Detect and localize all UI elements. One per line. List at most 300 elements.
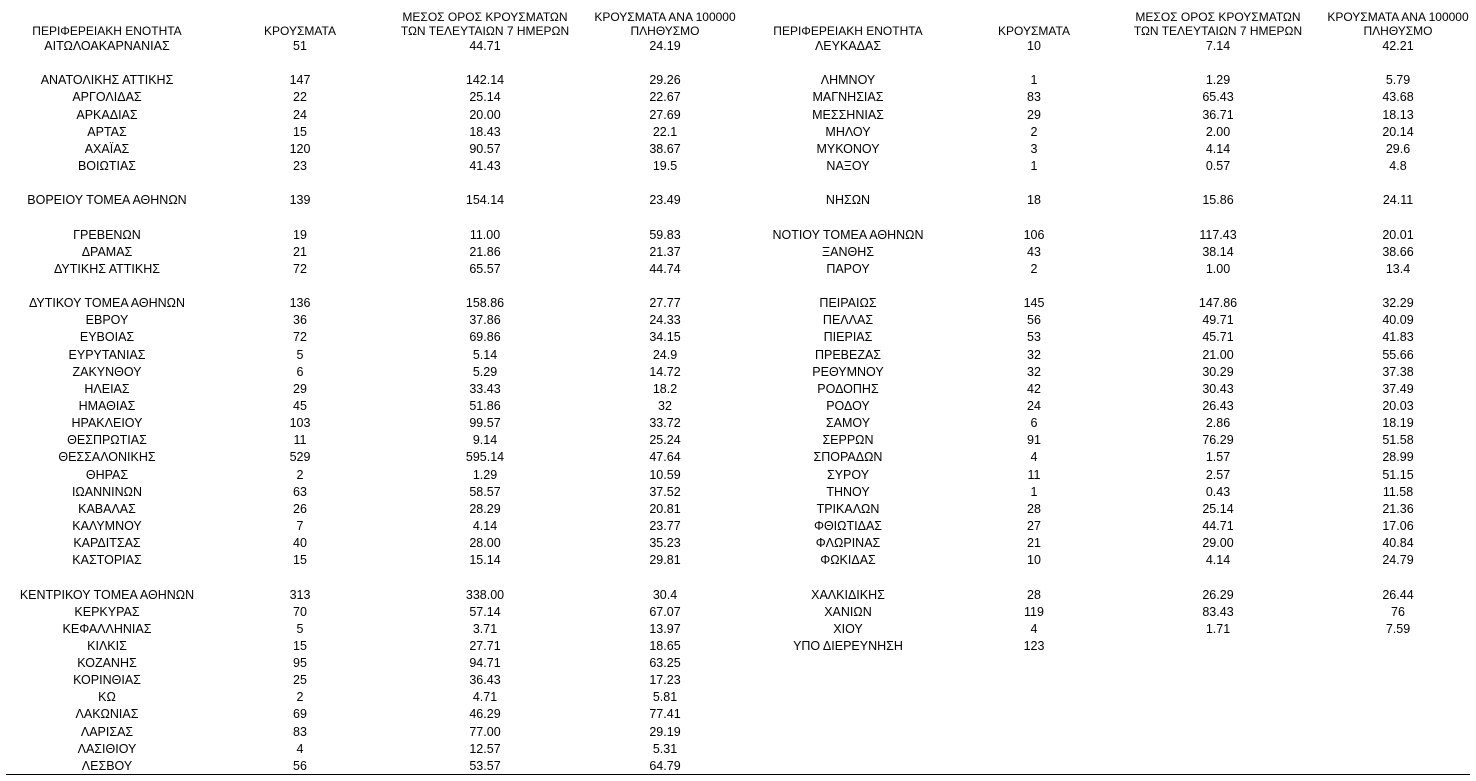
region-cell: ΚΑΣΤΟΡΙΑΣ (72, 553, 142, 568)
per-capita-cell: 37.38 (1382, 364, 1414, 379)
per-capita-cell: 77.41 (649, 707, 681, 722)
table-row (748, 38, 1476, 55)
table-row (0, 415, 746, 432)
left-table (0, 4, 746, 775)
table-row (0, 398, 746, 415)
cases-cell: 56 (1027, 313, 1041, 328)
cases-cell: 529 (289, 450, 311, 465)
table-row (0, 124, 746, 141)
per-capita-cell: 37.52 (649, 484, 681, 499)
right-table-header (748, 4, 1476, 38)
region-cell: ΜΗΛΟΥ (825, 124, 871, 139)
avg-cell: 1.00 (1205, 261, 1231, 276)
per-capita-cell: 22.1 (652, 124, 678, 139)
avg-cell: 2.00 (1205, 124, 1231, 139)
cases-cell: 119 (1024, 604, 1044, 619)
region-cell: ΛΗΜΝΟΥ (820, 73, 876, 88)
cases-cell: 15 (293, 124, 307, 139)
blank-row (0, 569, 746, 586)
table-row (0, 552, 746, 569)
table-row (0, 741, 746, 758)
table-row (0, 227, 746, 244)
avg-cell: 5.29 (472, 364, 498, 379)
region-cell: ΑΧΑΪΑΣ (84, 141, 130, 156)
region-cell: ΚΑΛΥΜΝΟΥ (72, 518, 142, 533)
per-capita-cell: 7.59 (1385, 621, 1411, 636)
avg-cell: 21.86 (469, 244, 501, 259)
region-cell: ΚΟΡΙΝΘΙΑΣ (73, 673, 141, 688)
region-cell: ΑΝΑΤΟΛΙΚΗΣ ΑΤΤΙΚΗΣ (40, 73, 174, 88)
region-cell: ΛΕΥΚΑΔΑΣ (814, 39, 882, 53)
avg-cell: 94.71 (469, 656, 501, 671)
region-cell: ΞΑΝΘΗΣ (822, 244, 874, 259)
table-row (0, 89, 746, 106)
per-capita-cell: 64.79 (649, 758, 681, 773)
per-capita-cell: 38.66 (1382, 244, 1414, 259)
region-cell: ΡΕΘΥΜΝΟΥ (812, 364, 884, 379)
header-per-line1: ΚΡΟΥΣΜΑΤΑ ΑΝΑ 100000 (1327, 10, 1469, 24)
cases-cell: 32 (1027, 364, 1041, 379)
header-cases: ΚΡΟΥΣΜΑΤΑ (998, 24, 1070, 38)
table-row (0, 295, 746, 312)
cases-cell: 4 (296, 741, 304, 756)
blank-row (0, 209, 746, 226)
region-cell: ΦΘΙΩΤΙΔΑΣ (813, 518, 883, 533)
avg-cell: 30.43 (1202, 381, 1234, 396)
per-capita-cell: 29.6 (1385, 141, 1411, 156)
avg-cell: 49.71 (1202, 313, 1234, 328)
region-cell: ΘΕΣΠΡΩΤΙΑΣ (67, 433, 147, 448)
table-row (0, 329, 746, 346)
cases-cell: 5 (296, 621, 304, 636)
per-capita-cell: 18.13 (1382, 107, 1414, 122)
region-cell: ΧΑΝΙΩΝ (824, 604, 872, 619)
region-cell: ΚΑΒΑΛΑΣ (78, 501, 136, 516)
cases-cell: 4 (1030, 450, 1038, 465)
per-capita-cell: 18.2 (652, 381, 678, 396)
cases-cell: 21 (1027, 536, 1041, 551)
region-cell: ΠΙΕΡΙΑΣ (823, 330, 873, 345)
blank-row (0, 55, 746, 72)
header-region: ΠΕΡΙΦΕΡΕΙΑΚΗ ΕΝΟΤΗΤΑ (773, 24, 923, 38)
cases-cell: 103 (289, 416, 311, 431)
avg-cell: 25.14 (469, 90, 501, 105)
table-row (748, 467, 1476, 484)
region-cell: ΑΙΤΩΛΟΑΚΑΡΝΑΝΙΑΣ (44, 39, 170, 53)
table-row (0, 655, 746, 672)
avg-cell: 36.71 (1202, 107, 1234, 122)
region-cell: ΛΑΚΩΝΙΑΣ (75, 707, 139, 722)
table-row (0, 758, 746, 775)
cases-cell: 42 (1027, 381, 1041, 396)
avg-cell: 1.29 (1205, 73, 1231, 88)
table-row (748, 449, 1476, 466)
region-cell: ΧΙΟΥ (833, 621, 863, 636)
region-cell: ΜΕΣΣΗΝΙΑΣ (812, 107, 884, 122)
cases-cell: 106 (1023, 227, 1045, 242)
avg-cell: 44.71 (1202, 518, 1234, 533)
per-capita-cell: 27.77 (649, 296, 681, 311)
table-row (748, 347, 1476, 364)
avg-cell: 90.57 (469, 141, 501, 156)
avg-cell: 2.86 (1205, 416, 1231, 431)
avg-cell: 58.57 (469, 484, 501, 499)
avg-cell: 45.71 (1202, 330, 1234, 345)
table-row (748, 158, 1476, 175)
cases-cell: 136 (289, 296, 311, 311)
cases-cell: 2 (296, 690, 304, 705)
avg-cell: 7.14 (1205, 39, 1231, 53)
cases-cell: 43 (1027, 244, 1041, 259)
cases-cell: 11 (293, 433, 307, 448)
table-row (748, 381, 1476, 398)
region-cell: ΔΡΑΜΑΣ (81, 244, 133, 259)
avg-cell: 28.00 (469, 536, 501, 551)
table-row (0, 724, 746, 741)
header-avg (385, 10, 585, 38)
table-row (748, 329, 1476, 346)
table-row (0, 107, 746, 124)
cases-cell: 26 (293, 501, 307, 516)
region-cell: ΕΥΒΟΙΑΣ (79, 330, 135, 345)
table-row (748, 364, 1476, 381)
per-capita-cell: 63.25 (649, 656, 681, 671)
region-cell: ΦΛΩΡΙΝΑΣ (815, 536, 881, 551)
per-capita-cell: 22.67 (649, 90, 681, 105)
per-capita-cell: 29.81 (649, 553, 681, 568)
table-row (0, 604, 746, 621)
region-cell: ΡΟΔΟΥ (826, 398, 870, 413)
region-cell: ΕΒΡΟΥ (85, 313, 129, 328)
bottom-rule (6, 774, 1470, 775)
per-capita-cell: 18.19 (1382, 416, 1414, 431)
header-per-line2: ΠΛΗΘΥΣΜΟ (1363, 24, 1433, 38)
per-capita-cell: 42.21 (1382, 39, 1414, 53)
per-capita-cell: 11.58 (1382, 484, 1414, 499)
cases-cell: 11 (1027, 467, 1041, 482)
cases-cell: 1 (1030, 73, 1038, 88)
header-avg (1118, 10, 1318, 38)
cases-cell: 21 (293, 244, 307, 259)
region-cell: ΦΩΚΙΔΑΣ (820, 553, 876, 568)
blank-row (748, 55, 1476, 72)
per-capita-cell: 24.9 (652, 347, 678, 362)
per-capita-cell: 23.49 (649, 193, 681, 208)
per-capita-cell: 67.07 (649, 604, 681, 619)
cases-cell: 10 (1027, 553, 1041, 568)
cases-cell: 24 (1027, 398, 1041, 413)
cases-cell: 51 (293, 39, 307, 53)
region-cell: ΠΡΕΒΕΖΑΣ (814, 347, 882, 362)
region-cell: ΒΟΙΩΤΙΑΣ (77, 158, 137, 173)
header-avg-line2: ΤΩΝ ΤΕΛΕΥΤΑΙΩΝ 7 ΗΜΕΡΩΝ (400, 24, 570, 38)
cases-cell: 53 (1027, 330, 1041, 345)
region-cell: ΚΙΛΚΙΣ (87, 638, 127, 653)
per-capita-cell: 14.72 (649, 364, 681, 379)
avg-cell: 51.86 (469, 398, 501, 413)
cases-cell: 29 (1027, 107, 1041, 122)
avg-cell: 5.14 (472, 347, 498, 362)
avg-cell: 33.43 (469, 381, 501, 396)
blank-row (748, 278, 1476, 295)
avg-cell: 15.86 (1202, 193, 1234, 208)
region-cell: ΠΕΛΛΑΣ (822, 313, 874, 328)
avg-cell: 65.57 (469, 261, 501, 276)
region-cell: ΑΡΤΑΣ (87, 124, 127, 139)
table-row (748, 89, 1476, 106)
per-capita-cell: 24.19 (649, 39, 681, 53)
avg-cell: 0.57 (1205, 158, 1231, 173)
cases-cell: 24 (293, 107, 307, 122)
region-cell: ΤΡΙΚΑΛΩΝ (816, 501, 880, 516)
per-capita-cell: 51.58 (1382, 433, 1414, 448)
avg-cell: 46.29 (469, 707, 501, 722)
region-cell: ΗΜΑΘΙΑΣ (78, 398, 136, 413)
per-capita-cell: 29.19 (649, 724, 681, 739)
per-capita-cell: 5.31 (652, 741, 678, 756)
blank-row (0, 278, 746, 295)
table-row (748, 552, 1476, 569)
table-row (0, 467, 746, 484)
avg-cell: 28.29 (469, 501, 501, 516)
per-capita-cell: 5.79 (1385, 73, 1411, 88)
cases-cell: 2 (1030, 261, 1038, 276)
avg-cell: 117.43 (1199, 227, 1237, 242)
avg-cell: 4.14 (472, 518, 498, 533)
region-cell: ΤΗΝΟΥ (826, 484, 870, 499)
cases-cell: 15 (293, 553, 307, 568)
cases-cell: 7 (296, 518, 304, 533)
region-cell: ΔΥΤΙΚΗΣ ΑΤΤΙΚΗΣ (54, 261, 160, 276)
cases-cell: 313 (289, 587, 311, 602)
avg-cell: 15.14 (469, 553, 501, 568)
per-capita-cell: 13.4 (1385, 261, 1411, 276)
avg-cell: 36.43 (469, 673, 501, 688)
region-cell: ΚΕΝΤΡΙΚΟΥ ΤΟΜΕΑ ΑΘΗΝΩΝ (19, 587, 195, 602)
per-capita-cell: 29.26 (649, 73, 681, 88)
cases-cell: 83 (1027, 90, 1041, 105)
cases-cell: 28 (1027, 587, 1041, 602)
table-row (0, 672, 746, 689)
per-capita-cell: 28.99 (1382, 450, 1414, 465)
per-capita-cell: 21.36 (1382, 501, 1414, 516)
header-avg-line1: ΜΕΣΟΣ ΟΡΟΣ ΚΡΟΥΣΜΑΤΩΝ (1135, 10, 1301, 24)
table-row (0, 244, 746, 261)
cases-cell: 45 (293, 398, 307, 413)
blank-row (748, 175, 1476, 192)
region-cell: ΑΡΓΟΛΙΔΑΣ (72, 90, 142, 105)
region-cell: ΝΟΤΙΟΥ ΤΟΜΕΑ ΑΘΗΝΩΝ (772, 227, 924, 242)
cases-cell: 3 (1030, 141, 1038, 156)
cases-cell: 72 (293, 261, 307, 276)
avg-cell: 9.14 (472, 433, 498, 448)
per-capita-cell: 20.03 (1382, 398, 1414, 413)
avg-cell: 4.14 (1205, 553, 1231, 568)
header-cases: ΚΡΟΥΣΜΑΤΑ (264, 24, 336, 38)
header-region: ΠΕΡΙΦΕΡΕΙΑΚΗ ΕΝΟΤΗΤΑ (32, 24, 182, 38)
per-capita-cell: 25.24 (649, 433, 681, 448)
avg-cell: 26.29 (1202, 587, 1234, 602)
table-row (748, 432, 1476, 449)
table-row (0, 72, 746, 89)
cases-cell: 10 (1027, 39, 1041, 53)
per-capita-cell: 24.79 (1382, 553, 1414, 568)
cases-cell: 147 (289, 73, 311, 88)
region-cell: ΜΑΓΝΗΣΙΑΣ (812, 90, 884, 105)
avg-cell: 12.57 (469, 741, 501, 756)
region-cell: ΡΟΔΟΠΗΣ (817, 381, 879, 396)
region-cell: ΚΑΡΔΙΤΣΑΣ (73, 536, 141, 551)
avg-cell: 18.43 (469, 124, 501, 139)
cases-cell: 32 (1027, 347, 1041, 362)
cases-cell: 95 (293, 656, 307, 671)
per-capita-cell: 21.37 (649, 244, 681, 259)
avg-cell: 69.86 (469, 330, 501, 345)
region-cell: ΝΑΞΟΥ (826, 158, 870, 173)
region-cell: ΝΗΣΩΝ (825, 193, 871, 208)
avg-cell: 3.71 (472, 621, 498, 636)
right-table (748, 4, 1476, 655)
table-row (748, 484, 1476, 501)
cases-cell: 6 (1030, 416, 1038, 431)
header-per-capita (585, 10, 745, 38)
per-capita-cell: 33.72 (649, 416, 681, 431)
region-cell: ΚΩ (98, 690, 116, 705)
cases-cell: 70 (293, 604, 307, 619)
region-cell: ΛΑΣΙΘΙΟΥ (77, 741, 137, 756)
region-cell: ΥΠΟ ΔΙΕΡΕΥΝΗΣΗ (793, 638, 903, 653)
per-capita-cell: 55.66 (1382, 347, 1414, 362)
table-row (0, 432, 746, 449)
blank-row (0, 175, 746, 192)
avg-cell: 154.14 (465, 193, 505, 208)
table-row (748, 621, 1476, 638)
per-capita-cell: 38.67 (649, 141, 681, 156)
region-cell: ΘΗΡΑΣ (85, 467, 129, 482)
table-row (748, 535, 1476, 552)
per-capita-cell: 4.8 (1389, 158, 1407, 173)
table-row (0, 501, 746, 518)
avg-cell: 11.00 (469, 227, 501, 242)
cases-cell: 1 (1030, 484, 1038, 499)
table-row (748, 312, 1476, 329)
avg-cell: 26.43 (1202, 398, 1234, 413)
table-row (0, 38, 746, 55)
per-capita-cell: 41.83 (1382, 330, 1414, 345)
avg-cell: 30.29 (1202, 364, 1234, 379)
per-capita-cell: 13.97 (649, 621, 681, 636)
region-cell: ΣΕΡΡΩΝ (822, 433, 874, 448)
cases-cell: 29 (293, 381, 307, 396)
region-cell: ΔΥΤΙΚΟΥ ΤΟΜΕΑ ΑΘΗΝΩΝ (28, 296, 186, 311)
per-capita-cell: 40.09 (1382, 313, 1414, 328)
cases-cell: 28 (1027, 501, 1041, 516)
table-row (0, 312, 746, 329)
table-row (748, 227, 1476, 244)
cases-cell: 83 (293, 724, 307, 739)
per-capita-cell: 17.23 (649, 673, 681, 688)
region-cell: ΧΑΛΚΙΔΙΚΗΣ (811, 587, 885, 602)
avg-cell: 27.71 (469, 638, 501, 653)
cases-cell: 25 (293, 673, 307, 688)
cases-cell: 63 (293, 484, 307, 499)
cases-cell: 23 (293, 158, 307, 173)
region-cell: ΠΑΡΟΥ (826, 261, 870, 276)
region-cell: ΚΕΦΑΛΛΗΝΙΑΣ (62, 621, 152, 636)
avg-cell: 595.14 (465, 450, 505, 465)
cases-cell: 15 (293, 638, 307, 653)
per-capita-cell: 44.74 (649, 261, 681, 276)
cases-cell: 123 (1023, 638, 1045, 653)
table-row (748, 638, 1476, 655)
avg-cell: 147.86 (1198, 296, 1238, 311)
table-row (0, 706, 746, 723)
cases-cell: 4 (1030, 621, 1038, 636)
region-cell: ΓΡΕΒΕΝΩΝ (73, 227, 141, 242)
region-cell: ΗΡΑΚΛΕΙΟΥ (71, 416, 143, 431)
per-capita-cell: 5.81 (652, 690, 678, 705)
header-per-line1: ΚΡΟΥΣΜΑΤΑ ΑΝΑ 100000 (594, 10, 736, 24)
region-cell: ΙΩΑΝΝΙΝΩΝ (71, 484, 143, 499)
avg-cell: 21.00 (1202, 347, 1234, 362)
cases-cell: 6 (296, 364, 304, 379)
avg-cell: 29.00 (1202, 536, 1234, 551)
table-row (748, 107, 1476, 124)
per-capita-cell: 17.06 (1382, 518, 1414, 533)
table-row (0, 364, 746, 381)
cases-cell: 2 (1030, 124, 1038, 139)
blank-row (748, 209, 1476, 226)
per-capita-cell: 20.01 (1382, 227, 1414, 242)
per-capita-cell: 40.84 (1382, 536, 1414, 551)
table-row (748, 587, 1476, 604)
per-capita-cell: 59.83 (649, 227, 681, 242)
avg-cell: 38.14 (1202, 244, 1234, 259)
header-avg-line1: ΜΕΣΟΣ ΟΡΟΣ ΚΡΟΥΣΜΑΤΩΝ (402, 10, 568, 24)
cases-cell: 2 (296, 467, 304, 482)
avg-cell: 1.57 (1205, 450, 1231, 465)
region-cell: ΗΛΕΙΑΣ (84, 381, 130, 396)
avg-cell: 1.29 (472, 467, 498, 482)
table-row (748, 72, 1476, 89)
table-row (0, 689, 746, 706)
per-capita-cell: 32.29 (1382, 296, 1414, 311)
cases-cell: 69 (293, 707, 307, 722)
cases-cell: 1 (1030, 158, 1038, 173)
table-row (748, 295, 1476, 312)
per-capita-cell: 23.77 (649, 518, 681, 533)
table-row (0, 141, 746, 158)
region-cell: ΛΑΡΙΣΑΣ (80, 724, 134, 739)
per-capita-cell: 32 (658, 398, 672, 413)
region-cell: ΠΕΙΡΑΙΩΣ (819, 296, 877, 311)
right-table-body (748, 38, 1476, 655)
avg-cell: 338.00 (465, 587, 505, 602)
avg-cell: 76.29 (1202, 433, 1234, 448)
cases-cell: 72 (293, 330, 307, 345)
avg-cell: 99.57 (469, 416, 501, 431)
avg-cell: 83.43 (1202, 604, 1234, 619)
cases-cell: 5 (296, 347, 304, 362)
header-avg-line2: ΤΩΝ ΤΕΛΕΥΤΑΙΩΝ 7 ΗΜΕΡΩΝ (1133, 24, 1303, 38)
table-row (0, 261, 746, 278)
per-capita-cell: 35.23 (649, 536, 681, 551)
table-row (0, 192, 746, 209)
cases-cell: 19 (293, 227, 307, 242)
per-capita-cell: 19.5 (652, 158, 678, 173)
avg-cell: 1.71 (1205, 621, 1231, 636)
cases-cell: 139 (289, 193, 311, 208)
